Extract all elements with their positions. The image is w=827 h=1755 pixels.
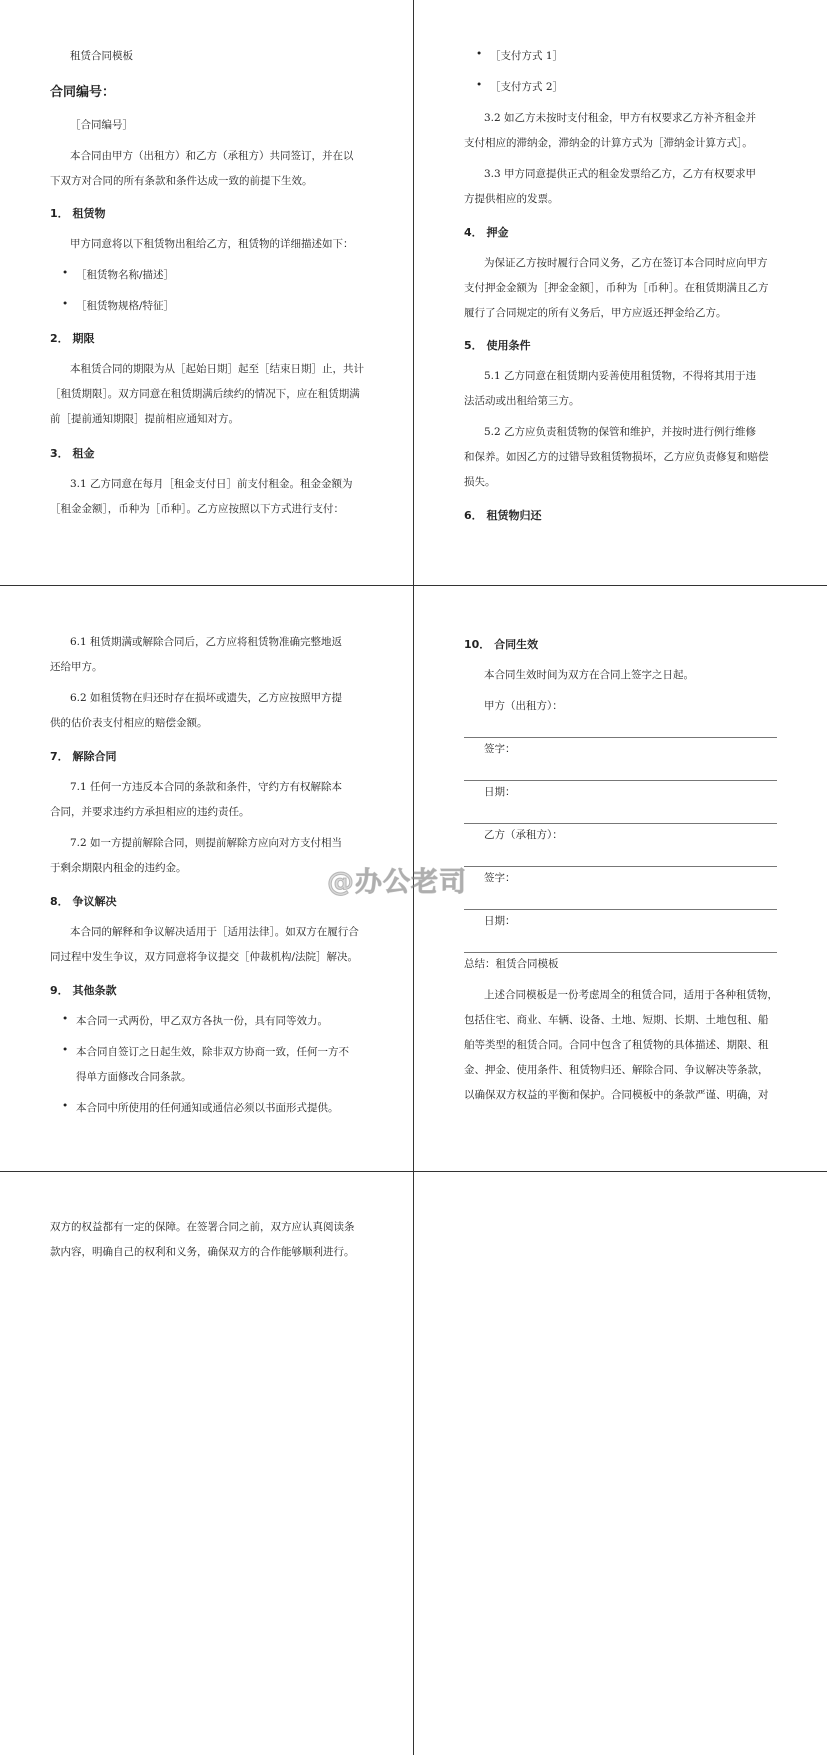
section-9-bullet-2: • 本合同自签订之日起生效，除非双方协商一致，任何一方不 xyxy=(62,1044,349,1059)
summary-line-5: 以确保双方权益的平衡和保护。合同模板中的条款严谨、明确，对 xyxy=(464,1089,769,1101)
party-a-line xyxy=(464,737,777,738)
section-5-heading: 5． 使用条件 xyxy=(464,339,531,352)
party-b-line xyxy=(464,866,777,867)
summary-line-1: 上述合同模板是一份考虑周全的租赁合同，适用于各种租赁物， xyxy=(484,989,778,1001)
section-1-bullet-1: • ［租赁物名称/描述］ xyxy=(62,267,174,282)
clause-6-1-line-1: 6.1 租赁期满或解除合同后，乙方应将租赁物准确完整地返 xyxy=(70,636,343,648)
section-1-heading: 1． 租赁物 xyxy=(50,207,106,220)
section-4-heading: 4． 押金 xyxy=(464,226,509,239)
section-4-line-3: 履行了合同规定的所有义务后，甲方应返还押金给乙方。 xyxy=(464,307,727,319)
section-7-heading: 7． 解除合同 xyxy=(50,750,117,763)
document-title: 租赁合同模板 xyxy=(70,50,133,62)
intro-line-1: 本合同由甲方（出租方）和乙方（承租方）共同签订，并在以 xyxy=(70,150,354,162)
party-b-signature-line xyxy=(464,909,777,910)
section-1-text: 甲方同意将以下租赁物出租给乙方，租赁物的详细描述如下： xyxy=(70,238,354,250)
closing-line-1: 双方的权益都有一定的保障。在签署合同之前，双方应认真阅读条 xyxy=(50,1221,355,1233)
section-9-heading: 9． 其他条款 xyxy=(50,984,117,997)
clause-7-2-line-2: 于剩余期限内租金的违约金。 xyxy=(50,862,187,874)
party-a-date-line xyxy=(464,823,777,824)
section-1-bullet-2: • ［租赁物规格/特征］ xyxy=(62,298,174,313)
summary-line-2: 包括住宅、商业、车辆、设备、土地、短期、长期、土地包租、船 xyxy=(464,1014,769,1026)
clause-3-2-line-2: 支付相应的滞纳金，滞纳金的计算方式为［滞纳金计算方式］。 xyxy=(464,137,753,149)
party-b-date-label: 日期： xyxy=(484,915,516,927)
party-b-label: 乙方（承租方）： xyxy=(484,829,563,841)
page-4 xyxy=(414,586,827,1171)
section-3-line-1: 3.1 乙方同意在每月［租金支付日］前支付租金。租金金额为 xyxy=(70,478,353,490)
party-b-date-line xyxy=(464,952,777,953)
payment-method-bullet-2: • ［支付方式 2］ xyxy=(476,79,563,94)
summary-line-3: 舶等类型的租赁合同。合同中包含了租赁物的具体描述、期限、租 xyxy=(464,1039,769,1051)
page-1 xyxy=(0,0,413,585)
page-5 xyxy=(0,1172,413,1755)
clause-5-2-line-1: 5.2 乙方应负责租赁物的保管和维护，并按时进行例行维修 xyxy=(484,426,757,438)
clause-5-2-line-2: 和保养。如因乙方的过错导致租赁物损坏，乙方应负责修复和赔偿 xyxy=(464,451,769,463)
party-a-signature-label: 签字： xyxy=(484,743,516,755)
page-6-blank xyxy=(414,1172,827,1755)
party-a-signature-line xyxy=(464,780,777,781)
clause-6-1-line-2: 还给甲方。 xyxy=(50,661,103,673)
party-a-label: 甲方（出租方）： xyxy=(484,700,563,712)
section-9-bullet-2-continued: 得单方面修改合同条款。 xyxy=(76,1071,192,1083)
clause-5-1-line-1: 5.1 乙方同意在租赁期内妥善使用租赁物，不得将其用于违 xyxy=(484,370,757,382)
section-10-text: 本合同生效时间为双方在合同上签字之日起。 xyxy=(484,669,694,681)
party-a-date-label: 日期： xyxy=(484,786,516,798)
section-3-line-2: ［租金金额］，币种为［币种］。乙方应按照以下方式进行支付： xyxy=(50,503,344,515)
section-4-line-1: 为保证乙方按时履行合同义务，乙方在签订本合同时应向甲方 xyxy=(484,257,768,269)
party-b-signature-label: 签字： xyxy=(484,872,516,884)
summary-heading: 总结：租赁合同模板 xyxy=(464,958,559,970)
clause-5-2-line-3: 损失。 xyxy=(464,476,496,488)
section-8-line-1: 本合同的解释和争议解决适用于［适用法律］。如双方在履行合 xyxy=(70,926,359,938)
contract-number-value: ［合同编号］ xyxy=(70,119,133,131)
section-2-line-3: 前［提前通知期限］提前相应通知对方。 xyxy=(50,413,239,425)
page-2 xyxy=(414,0,827,585)
clause-3-3-line-2: 方提供相应的发票。 xyxy=(464,193,559,205)
intro-line-2: 下双方对合同的所有条款和条件达成一致的前提下生效。 xyxy=(50,175,313,187)
clause-6-2-line-2: 供的估价表支付相应的赔偿金额。 xyxy=(50,717,208,729)
section-4-line-2: 支付押金金额为［押金金额］，币种为［币种］。在租赁期满且乙方 xyxy=(464,282,769,294)
section-6-heading: 6． 租赁物归还 xyxy=(464,509,542,522)
clause-5-1-line-2: 法活动或出租给第三方。 xyxy=(464,395,580,407)
section-9-bullet-3: • 本合同中所使用的任何通知或通信必须以书面形式提供。 xyxy=(62,1100,339,1115)
payment-method-bullet-1: • ［支付方式 1］ xyxy=(476,48,563,63)
section-8-line-2: 同过程中发生争议，双方同意将争议提交［仲裁机构/法院］解决。 xyxy=(50,951,359,963)
section-2-line-2: ［租赁期限］。双方同意在租赁期满后续约的情况下，应在租赁期满 xyxy=(50,388,360,400)
summary-line-4: 金、押金、使用条件、租赁物归还、解除合同、争议解决等条款， xyxy=(464,1064,769,1076)
closing-line-2: 款内容，明确自己的权利和义务，确保双方的合作能够顺利进行。 xyxy=(50,1246,355,1258)
section-2-line-1: 本租赁合同的期限为从［起始日期］起至［结束日期］止，共计 xyxy=(70,363,364,375)
contract-number-heading: 合同编号： xyxy=(50,85,116,100)
section-2-heading: 2． 期限 xyxy=(50,332,95,345)
clause-3-2-line-1: 3.2 如乙方未按时支付租金，甲方有权要求乙方补齐租金并 xyxy=(484,112,757,124)
clause-7-1-line-2: 合同，并要求违约方承担相应的违约责任。 xyxy=(50,806,250,818)
clause-7-1-line-1: 7.1 任何一方违反本合同的条款和条件，守约方有权解除本 xyxy=(70,781,343,793)
clause-3-3-line-1: 3.3 甲方同意提供正式的租金发票给乙方，乙方有权要求甲 xyxy=(484,168,757,180)
clause-6-2-line-1: 6.2 如租赁物在归还时存在损坏或遗失，乙方应按照甲方提 xyxy=(70,692,343,704)
clause-7-2-line-1: 7.2 如一方提前解除合同，则提前解除方应向对方支付相当 xyxy=(70,837,343,849)
section-8-heading: 8． 争议解决 xyxy=(50,895,117,908)
watermark: @办公老司 xyxy=(327,867,467,898)
section-3-heading: 3． 租金 xyxy=(50,447,95,460)
section-9-bullet-1: • 本合同一式两份，甲乙双方各执一份，具有同等效力。 xyxy=(62,1013,328,1028)
section-10-heading: 10． 合同生效 xyxy=(464,638,539,651)
